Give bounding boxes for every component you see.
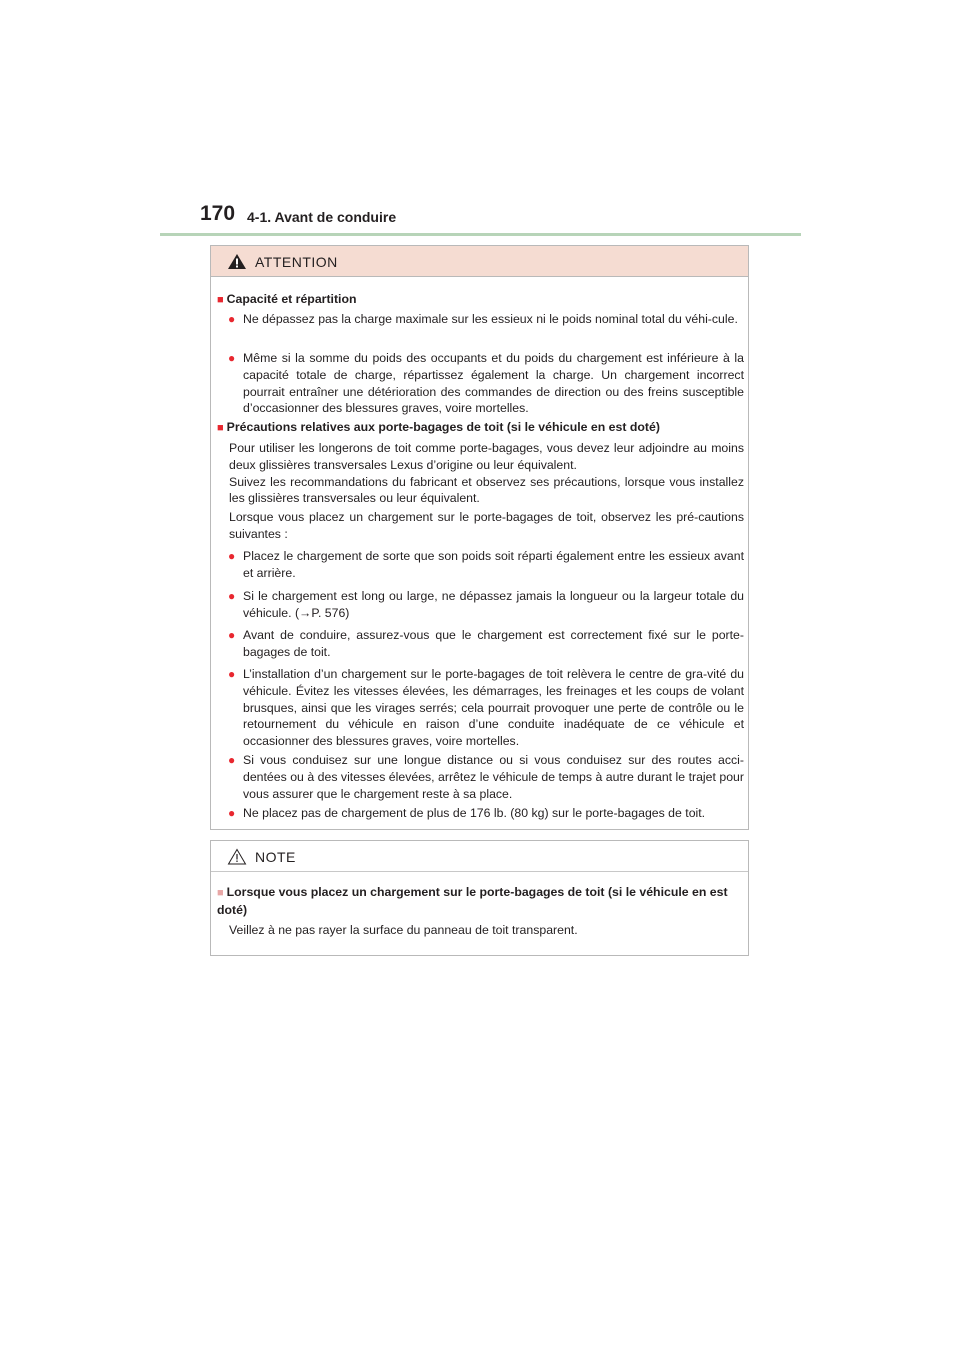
- square-bullet-icon: ■: [217, 422, 224, 434]
- paragraph: Veillez à ne pas rayer la surface du panneau de toit transparent.: [229, 923, 578, 937]
- page-number: 170: [200, 202, 236, 225]
- bullet-dot-icon: ●: [228, 667, 236, 681]
- warning-triangle-icon: [227, 253, 247, 275]
- attention-header: [211, 246, 748, 277]
- caution-triangle-icon: [227, 848, 247, 870]
- bullet-dot-icon: ●: [228, 628, 236, 642]
- page-header: [200, 201, 800, 231]
- list-item: ● L’installation d’un chargement sur le porte-bagages de toit relèvera le centre de gra-vité du véhicule. Évitez les vitesses élevées, les démarrages, les freinages et les coups de volant brusques, ainsi que les virages serrés; cela pourrait provoquer une perte de contrôle ou le retournement du véhicule en raison d’une conduite inadéquate de ce véhicule et occasionner des blessures graves, voire mortelles.: [228, 667, 744, 749]
- bullet-dot-icon: ●: [228, 549, 236, 563]
- note-box: [210, 840, 749, 956]
- paragraph: Pour utiliser les longerons de toit comme porte-bagages, vous devez leur adjoindre au moins deux glissières transversales Lexus d’origine ou leur équivalent. Suivez les recommandations du fabricant et observez ses précautions, lorsque vous installez les glissières transversales ou leur équivalent.: [229, 441, 744, 506]
- bullet-dot-icon: ●: [228, 806, 236, 820]
- list-item: ● Même si la somme du poids des occupants et du poids du chargement est inférieure à la capacité totale de charge, répartissez également la charge. Un chargement incorrect pourrait entraîner une détérioration des commandes de direction ou des freins susceptible d’occasionner des blessures graves, voire mortelles.: [228, 351, 744, 416]
- list-item: ● Si vous conduisez sur une longue distance ou si vous conduisez sur des routes acci-dentées ou à des vitesses élevées, arrêtez le véhicule de temps à autre durant le trajet pour vous assurer que le chargement reste à sa place.: [228, 753, 744, 801]
- paragraph: Lorsque vous placez un chargement sur le porte-bagages de toit, observez les pré-cautions suivantes :: [229, 510, 744, 541]
- bullet-dot-icon: ●: [228, 589, 236, 603]
- section-heading: ■ Lorsque vous placez un chargement sur le porte-bagages de toit (si le véhicule en est doté): [217, 885, 728, 917]
- section-title: 4-1. Avant de conduire: [247, 209, 397, 225]
- section-heading: ■ Capacité et répartition: [217, 292, 357, 306]
- note-title: NOTE: [255, 849, 296, 865]
- attention-title: ATTENTION: [255, 254, 338, 270]
- list-item: ● Si le chargement est long ou large, ne dépassez jamais la longueur ou la largeur totale du véhicule. (→P. 576): [228, 589, 744, 620]
- list-item: ● Ne dépassez pas la charge maximale sur les essieux ni le poids nominal total du véhi-cule.: [228, 312, 738, 326]
- attention-box: [210, 245, 749, 830]
- bullet-dot-icon: ●: [228, 312, 236, 326]
- square-bullet-icon: ■: [217, 294, 224, 306]
- note-header: [211, 841, 748, 872]
- header-divider: [160, 233, 801, 236]
- list-item: ● Avant de conduire, assurez-vous que le chargement est correctement fixé sur le porte-bagages de toit.: [228, 628, 744, 659]
- bullet-dot-icon: ●: [228, 351, 236, 365]
- section-heading: ■ Précautions relatives aux porte-bagages de toit (si le véhicule en est doté): [217, 420, 660, 434]
- square-bullet-icon: ■: [217, 887, 224, 899]
- bullet-dot-icon: ●: [228, 753, 236, 767]
- list-item: ● Placez le chargement de sorte que son poids soit réparti également entre les essieux avant et arrière.: [228, 549, 744, 580]
- list-item: ● Ne placez pas de chargement de plus de 176 lb. (80 kg) sur le porte-bagages de toit.: [228, 806, 706, 820]
